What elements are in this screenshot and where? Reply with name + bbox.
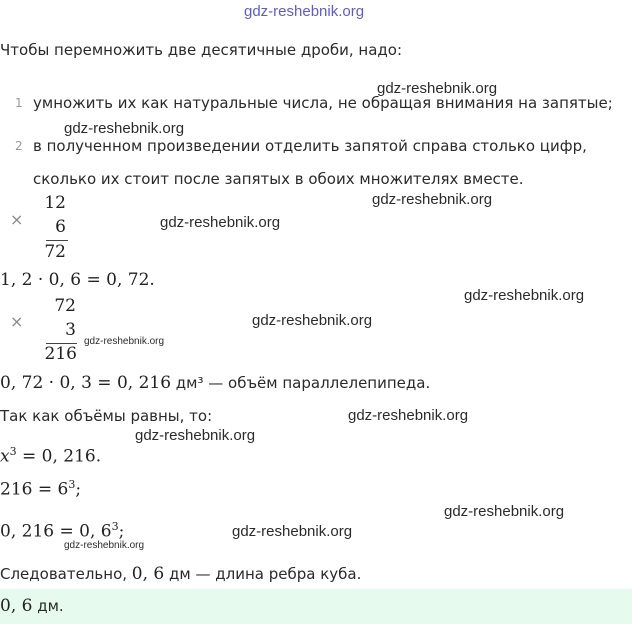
- product: 72: [44, 242, 66, 262]
- equation-5-exp: 3: [111, 520, 119, 533]
- watermark-small: gdz-reshebnik.org: [64, 540, 145, 551]
- equation-2-math: 0, 72 · 0, 3 = 0, 216: [0, 373, 172, 393]
- watermark: gdz-reshebnik.org: [348, 407, 469, 424]
- conclusion-text-a: Следовательно,: [0, 565, 132, 583]
- equation-4-exp: 3: [68, 478, 76, 491]
- equation-3-base: x: [0, 446, 10, 467]
- step-text: умножить их как натуральные числа, не обращая внимания на запятые;: [33, 94, 613, 112]
- equation-2: [0, 373, 430, 393]
- watermark: gdz-reshebnik.org: [444, 503, 565, 520]
- answer: [0, 596, 64, 616]
- clipped-previous-line: [0, 26, 140, 32]
- equation-3: [0, 445, 101, 467]
- equation-1: 1, 2 · 0, 6 = 0, 72.: [0, 270, 155, 290]
- product: 216: [44, 344, 77, 364]
- step-text-continued: сколько их стоит после запятых в обоих множителях вместе.: [33, 170, 524, 188]
- watermark: gdz-reshebnik.org: [64, 120, 185, 137]
- step-text: в полученном произведении отделить запятой справа столько цифр,: [33, 137, 587, 155]
- answer-box: [0, 589, 632, 624]
- watermark: gdz-reshebnik.org: [464, 287, 585, 304]
- sum-line: [46, 240, 68, 241]
- multiply-sign: ×: [10, 312, 24, 331]
- watermark: gdz-reshebnik.org: [372, 191, 493, 208]
- conclusion-math: 0, 6: [131, 564, 165, 584]
- intro-text: Чтобы перемножить две десятичные дроби, надо:: [0, 41, 403, 59]
- watermark: gdz-reshebnik.org: [232, 523, 353, 540]
- conclusion: [0, 564, 361, 584]
- watermark: gdz-reshebnik.org: [377, 80, 498, 97]
- conclusion-text-b: дм — длина ребра куба.: [164, 565, 362, 583]
- watermark: gdz-reshebnik.org: [252, 312, 373, 329]
- equation-3-exp: 3: [9, 445, 17, 458]
- watermark: gdz-reshebnik.org: [160, 214, 281, 231]
- answer-math: 0, 6: [0, 596, 33, 616]
- factor-b: 3: [65, 320, 76, 340]
- answer-unit: дм.: [32, 597, 64, 615]
- step-number: 1: [15, 96, 23, 110]
- factor-a: 12: [44, 193, 66, 213]
- since-text: Так как объёмы равны, то:: [0, 407, 213, 425]
- watermark: gdz-reshebnik.org: [135, 427, 256, 444]
- equation-5: [0, 520, 124, 542]
- multiply-sign: ×: [10, 210, 24, 229]
- watermark-small: gdz-reshebnik.org: [84, 336, 165, 347]
- equation-5-left: 0, 216 = 0, 6: [0, 521, 112, 542]
- equation-2-text: дм³ — объём параллелепипеда.: [171, 374, 431, 392]
- factor-b: 6: [55, 217, 66, 237]
- factor-a: 72: [54, 296, 76, 316]
- equation-4: [0, 478, 81, 500]
- equation-4-rest: ;: [75, 479, 82, 500]
- step-number: 2: [15, 139, 23, 153]
- equation-3-rest: = 0, 216.: [16, 446, 102, 467]
- equation-5-rest: ;: [118, 521, 125, 542]
- equation-4-left: 216 = 6: [0, 479, 69, 500]
- watermark-top: gdz-reshebnik.org: [244, 3, 365, 20]
